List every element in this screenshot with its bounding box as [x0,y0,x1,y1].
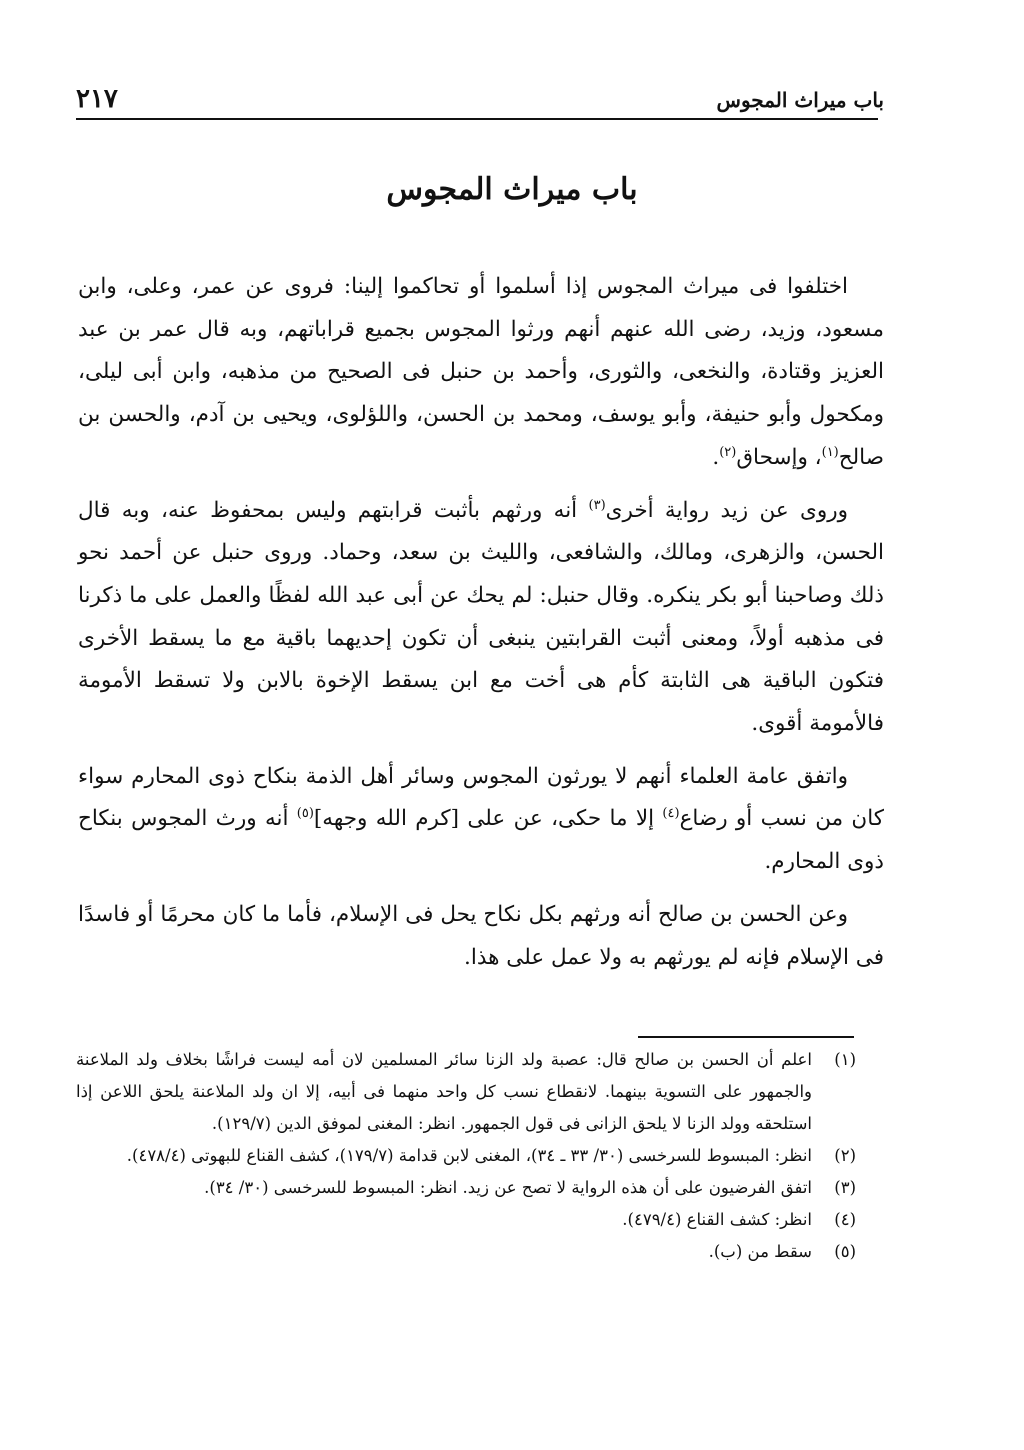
footnote-text: انظر: المبسوط للسرخسى (٣٠/ ٣٣ ـ ٣٤)، المغنى لابن قدامة (١٧٩/٧)، كشف القناع للبهوتى (٤٧٨/٤). [126,1146,812,1165]
running-title: باب ميراث المجوس [716,88,884,112]
footnote-text: انظر: كشف القناع (٤٧٩/٤). [622,1210,812,1229]
footnote-number: (٤) [834,1210,856,1229]
footnote-text: سقط من (ب). [708,1242,812,1261]
footnote-text: اتفق الفرضيون على أن هذه الرواية لا تصح عن زيد. انظر: المبسوط للسرخسى (٣٠/ ٣٤). [204,1178,812,1197]
footnote-5 [76,1236,856,1268]
paragraph: واتفق عامة العلماء أنهم لا يورثون المجوس وسائر أهل الذمة بنكاح ذوى المحارم سواء كان من نسب أو رضاع$^{(٤)}$ إلا ما حكى، عن على [كرم الله وجهه]$^{(٥)}$ أنه ورث المجوس بنكاح ذوى المحارم. [78,763,884,875]
footnote-number: (٣) [834,1178,856,1197]
footnote-4 [76,1204,856,1236]
footnote-text: اعلم أن الحسن بن صالح قال: عصبة ولد الزنا سائر المسلمين لان أمه ليست فراشًا بخلاف ولد الملاعنة والجمهور على التسوية بينهما. لانقطاع نسب كل واحد منهما فى أبيه، إلا ان ولد الملاعنة يلحق اللاعن إذا استلحقه وولد الزنا لا يلحق الزانى فى قول الجمهور. انظر: المغنى لموفق الدين (١٢٩/٧). [76,1050,812,1133]
paragraph: وعن الحسن بن صالح أنه ورثهم بكل نكاح يحل فى الإسلام، فأما ما كان محرمًا أو فاسدًا فى الإسلام فإنه لم يورثهم به ولا عمل على هذا. [78,901,884,970]
footnote-ref: (٣) [588,497,606,513]
main-text [78,266,884,989]
footnote-number: (٢) [834,1146,856,1165]
footnote-3 [76,1172,856,1204]
footnote-number: (٥) [834,1242,856,1261]
footnote-ref: (٥) [296,806,314,822]
footnote-2 [76,1140,856,1172]
header-rule [76,118,878,120]
paragraph: وروى عن زيد رواية أخرى$^{(٣)}$ أنه ورثهم بأثبت قرابتهم وليس بمحفوظ عنه، وبه قال الحسن، والزهرى، ومالك، والشافعى، والليث بن سعد، وحماد. وروى حنبل عن أحمد نحو ذلك وصاحبنا أبو بكر ينكره. وقال حنبل: لم يحك عن أبى عبد الله لفظًا والعمل على ما ذكرنا فى مذهبه أولاً، ومعنى أثبت القرابتين ينبغى أن تكون إحديهما باقية مع ما يسقط الأخرى فتكون الباقية هى الثابتة كأم هى أخت مع ابن يسقط الإخوة بالابن ولا تسقط الأمومة فالأمومة أقوى. [78,497,884,737]
footnote-rule [638,1036,854,1038]
page-number: ٢١٧ [76,84,118,114]
footnote-number: (١) [834,1050,856,1069]
running-head [76,84,884,118]
chapter-title: باب ميراث المجوس [386,172,638,207]
footnote-ref: (٢) [719,444,737,460]
paragraph: اختلفوا فى ميراث المجوس إذا أسلموا أو تحاكموا إلينا: فروى عن عمر، وعلى، وابن مسعود، وزيد، رضى الله عنهم أنهم ورثوا المجوس بجميع قراباتهم، وبه قال عمر بن عبد العزيز وقتادة، والنخعى، والثورى، وأحمد بن حنبل فى الصحيح من مذهبه، وابن أبى ليلى، ومكحول وأبو حنيفة، وأبو يوسف، ومحمد بن الحسن، واللؤلوى، ويحيى بن آدم، والحسن بن صالح$^{(١)}$، وإسحاق$^{(٢)}$. [78,274,884,470]
footnote-ref: (٤) [662,806,680,822]
footnote-ref: (١) [821,444,839,460]
footnotes [76,1044,856,1268]
footnote-1 [76,1044,856,1140]
